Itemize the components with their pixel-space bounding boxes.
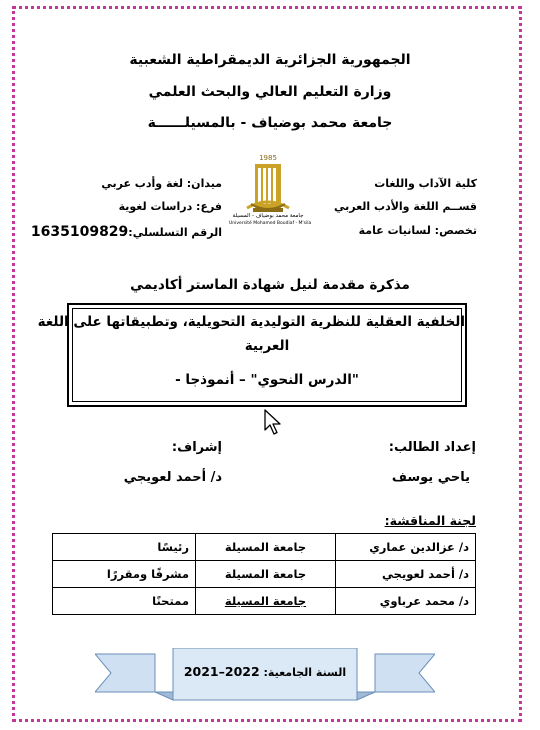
specialty-label: تخصص: لسانيات عامة	[358, 224, 477, 237]
jury-university-cell: جامعة المسيلة	[196, 588, 336, 615]
faculty-label: كلية الآداب واللغات	[374, 177, 477, 190]
thesis-title-line1: الخلفية العقلية للنظرية التوليدية التحويلية، وتطبيقاتها على اللغة	[37, 314, 465, 330]
logo-year: 1985	[259, 154, 277, 162]
jury-role-cell: مشرفًا ومقررًا	[53, 561, 196, 588]
student-label: إعداد الطالب:	[388, 440, 476, 455]
thesis-intro: مذكرة مقدمة لنيل شهادة الماستر أكاديمي	[130, 277, 410, 293]
table-row	[53, 588, 476, 615]
academic-year-label: السنة الجامعية:	[263, 666, 347, 679]
jury-table	[52, 533, 476, 615]
jury-name-cell: د/ أحمد لعويجي	[336, 561, 476, 588]
supervisor-name: د/ أحمد لعويجي	[123, 470, 222, 485]
supervisor-label: إشراف:	[171, 440, 222, 455]
thesis-title-box	[37, 303, 467, 407]
university-title: جامعة محمد بوضياف - بالمسيلــــــة	[147, 115, 393, 131]
department-label: قســم اللغة والأدب العربي	[333, 200, 477, 213]
logo-name-fr: Université Mohamed Boudiaf - M'sila	[229, 221, 312, 226]
academic-year-value: 2022–2021	[183, 664, 260, 679]
jury-label: لجنة المناقشة:	[384, 513, 476, 528]
thesis-title-line2: العربية	[244, 338, 290, 354]
logo-emblem-icon	[233, 152, 303, 232]
field-label: ميدان: لغة وأدب عربي	[101, 177, 222, 190]
student-name: ياحي يوسف	[391, 470, 470, 485]
mouse-pointer-icon	[263, 408, 283, 438]
serial-label: الرقم التسلسلي:	[128, 226, 222, 239]
logo-name-ar: جامعة محمد بوضياف - المسيلة	[232, 213, 304, 219]
ministry-title: وزارة التعليم العالي والبحث العلمي	[148, 84, 392, 100]
jury-name-cell: د/ عزالدين عماري	[336, 534, 476, 561]
academic-year	[95, 664, 435, 679]
branch-label: فرع: دراسات لغوية	[118, 200, 222, 213]
table-row	[53, 561, 476, 588]
serial-row	[31, 221, 222, 240]
serial-number: 1635109829	[30, 224, 129, 240]
jury-university-cell: جامعة المسيلة	[196, 561, 336, 588]
jury-role-cell: ممتحنًا	[53, 588, 196, 615]
thesis-subtitle: "الدرس النحوي" – أنموذجا -	[175, 372, 359, 388]
table-row	[53, 534, 476, 561]
jury-university-cell: جامعة المسيلة	[196, 534, 336, 561]
university-logo	[229, 152, 312, 232]
jury-role-cell: رئيسًا	[53, 534, 196, 561]
jury-name-cell: د/ محمد عرباوي	[336, 588, 476, 615]
republic-title: الجمهورية الجزائرية الديمقراطية الشعبية	[129, 52, 411, 68]
